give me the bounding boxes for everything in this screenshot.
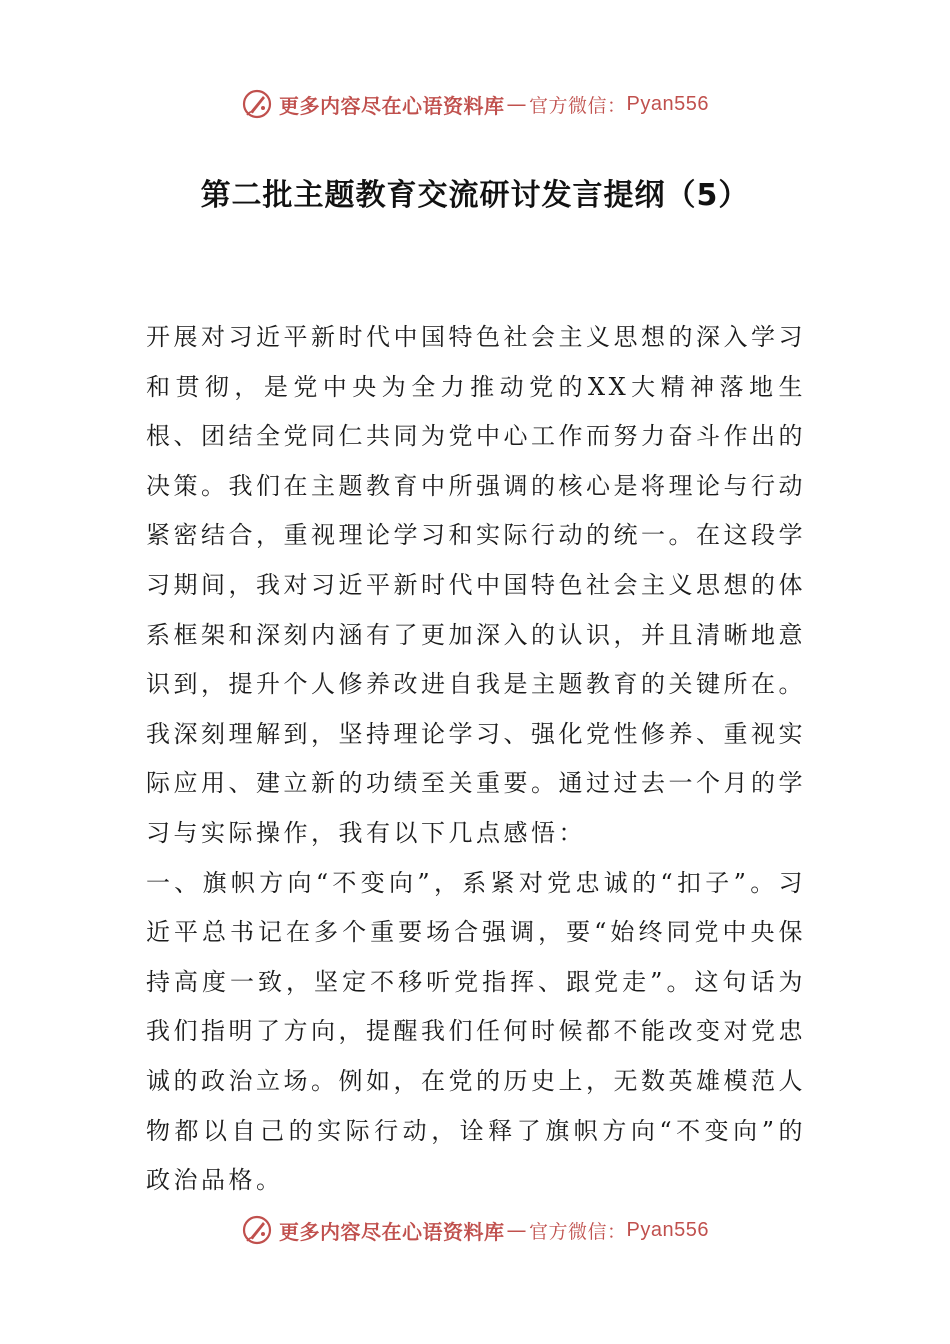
header-brand-text: 更多内容尽在心语资料库	[279, 93, 505, 118]
footer-wechat-id: Pyan556	[626, 1218, 709, 1241]
body-paragraph-intro: 开展对习近平新时代中国特色社会主义思想的深入学习和贯彻，是党中央为全力推动党的XX大精神落地生根、团结全党同仁共同为党中心工作而努力奋斗作出的决策。我们在主题教育中所强调的核心是将理论与行动紧密结合，重视理论学习和实际行动的统一。在这段学习期间，我对习近平新时代中国特色社会主义思想的体系框架和深刻内涵有了更加深入的认识，并且清晰地意识到，提升个人修养改进自我是主题教育的关键所在。我深刻理解到，坚持理论学习、强化党性修养、重视实际应用、建立新的功绩至关重要。通过过去一个月的学习与实际操作，我有以下几点感悟：	[146, 323, 806, 847]
footer-separator: —	[506, 1218, 527, 1242]
document-body	[146, 313, 806, 1206]
header-wechat-label: 官方微信：	[529, 94, 627, 117]
footer-wechat-label: 官方微信：	[529, 1220, 627, 1243]
footer-watermark-banner	[0, 1212, 950, 1248]
document-title: 第二批主题教育交流研讨发言提纲（5）	[200, 178, 750, 213]
body-paragraph-point-one: 一、旗帜方向“不变向”，系紧对党忠诚的“扣子”。习近平总书记在多个重要场合强调，要“始终同党中央保持高度一致，坚定不移听党指挥、跟党走”。这句话为我们指明了方向，提醒我们任何时候都不能改变对党忠诚的政治立场。例如，在党的历史上，无数英雄模范人物都以自己的实际行动，诠释了旗帜方向“不变向”的政治品格。	[146, 868, 806, 1195]
header-separator: —	[506, 92, 527, 116]
header-watermark-banner	[0, 86, 950, 122]
quill-logo-icon	[241, 88, 273, 120]
footer-brand-text: 更多内容尽在心语资料库	[279, 1219, 505, 1244]
header-wechat-id: Pyan556	[626, 92, 709, 115]
quill-logo-icon	[241, 1214, 273, 1246]
